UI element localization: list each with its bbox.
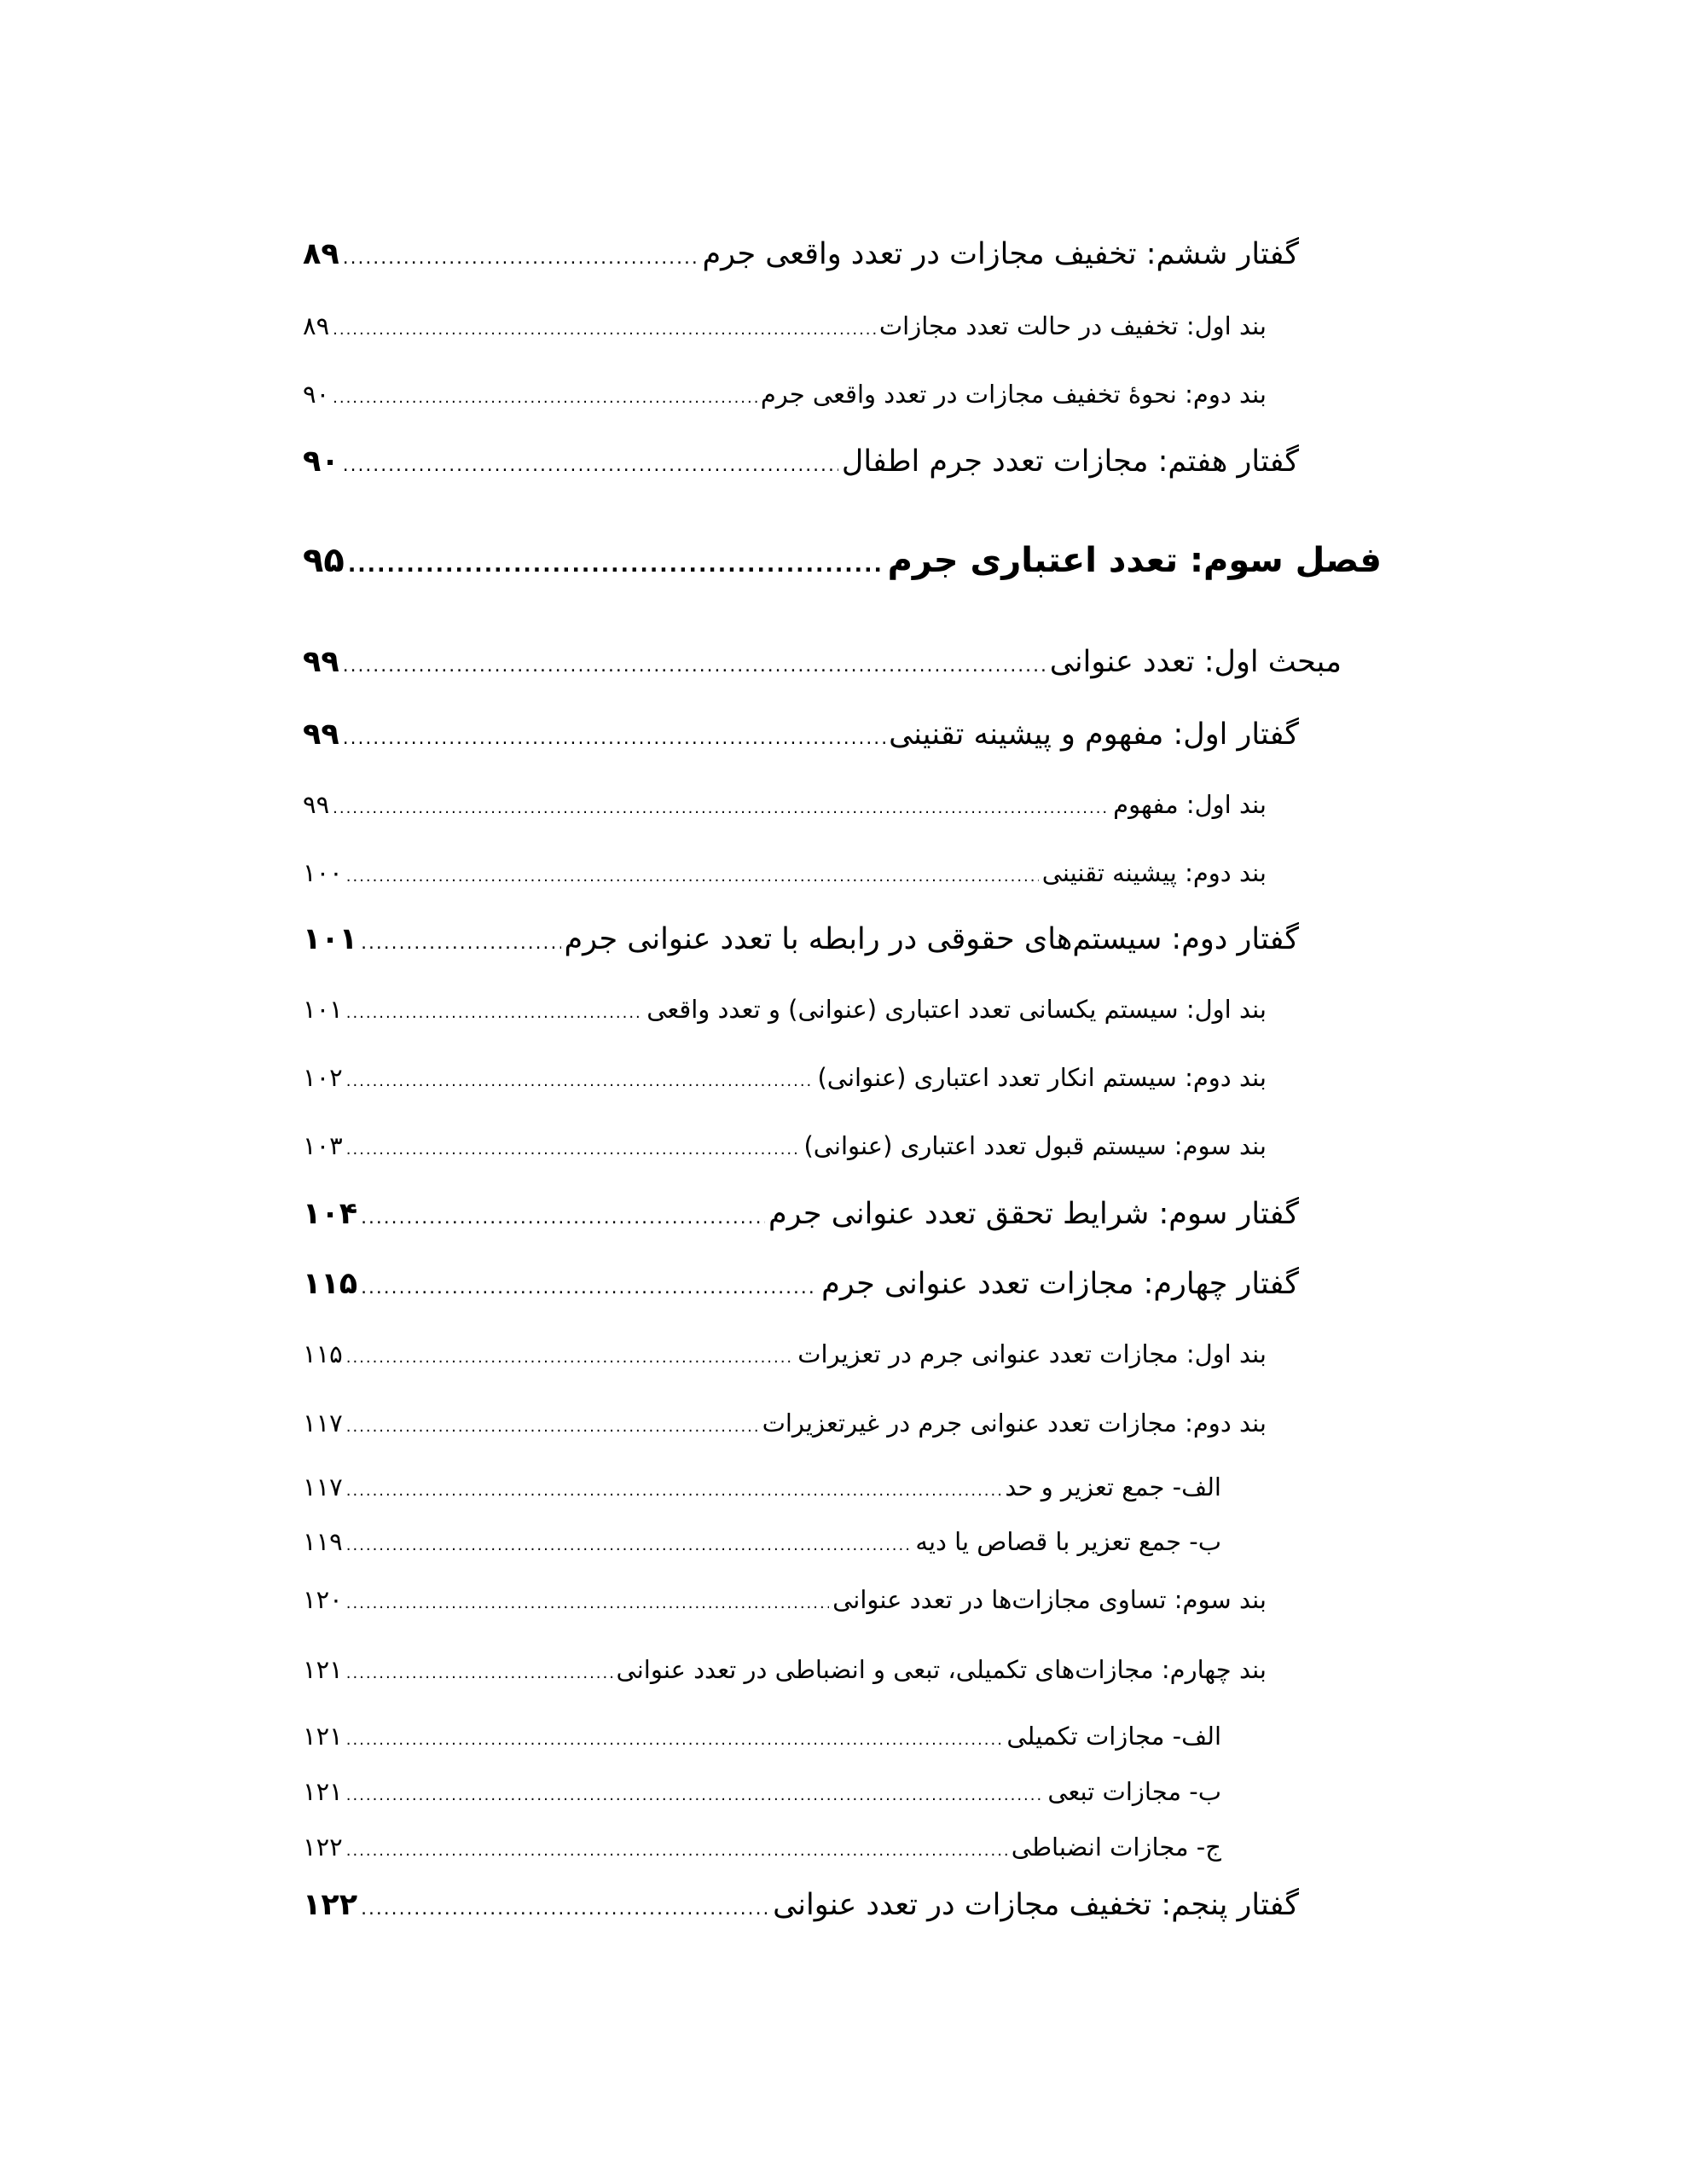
dot-leader bbox=[361, 1277, 818, 1298]
dot-leader bbox=[343, 728, 885, 749]
dot-leader bbox=[343, 455, 838, 476]
dot-leader bbox=[361, 1898, 769, 1920]
entry-title: بند اول: مفهوم bbox=[1113, 790, 1267, 819]
page-number: ۹۵ bbox=[303, 541, 345, 580]
page-number: ۱۲۱ bbox=[303, 1777, 343, 1806]
toc-entry[interactable] bbox=[303, 995, 1267, 1024]
page-number: ۱۲۱ bbox=[303, 1655, 343, 1684]
toc-entry[interactable] bbox=[303, 858, 1267, 887]
page-number: ۱۰۱ bbox=[303, 995, 343, 1024]
toc-entry[interactable] bbox=[303, 1833, 1221, 1862]
page-number: ۹۹ bbox=[303, 717, 339, 752]
page-number: ۱۲۰ bbox=[303, 1585, 343, 1614]
dot-leader bbox=[333, 321, 876, 339]
page-number: ۹۰ bbox=[303, 444, 339, 479]
toc-entry[interactable] bbox=[303, 444, 1299, 479]
dot-leader bbox=[346, 1418, 759, 1436]
dot-leader bbox=[346, 1349, 795, 1367]
toc-entry[interactable] bbox=[303, 1063, 1267, 1092]
entry-title: بند دوم: مجازات تعدد عنوانی جرم در غیرتعزیرات bbox=[762, 1409, 1267, 1438]
entry-title: بند سوم: سیستم قبول تعدد اعتباری (عنوانی) bbox=[803, 1131, 1267, 1160]
page-number: ۱۱۷ bbox=[303, 1409, 343, 1438]
page-number: ۸۹ bbox=[303, 311, 330, 340]
dot-leader bbox=[346, 1141, 801, 1159]
entry-title: فصل سوم: تعدد اعتباری جرم bbox=[887, 541, 1382, 580]
page-number: ۱۱۵ bbox=[303, 1339, 343, 1368]
entry-title: بند دوم: نحوۀ تخفیف مجازات در تعدد واقعی جرم bbox=[760, 380, 1267, 409]
page-number: ۱۲۲ bbox=[303, 1888, 358, 1922]
dot-leader bbox=[348, 552, 884, 577]
toc-entry[interactable] bbox=[303, 922, 1299, 956]
entry-title: الف- مجازات تکمیلی bbox=[1006, 1722, 1221, 1751]
entry-title: گفتار ششم: تخفیف مجازات در تعدد واقعی جرم bbox=[702, 237, 1299, 271]
entry-title: گفتار دوم: سیستم‌های حقوقی در رابطه با تعدد عنوانی جرم bbox=[564, 922, 1299, 956]
page-number: ۸۹ bbox=[303, 237, 339, 271]
dot-leader bbox=[333, 799, 1110, 817]
page-number: ۱۱۹ bbox=[303, 1527, 343, 1556]
toc-entry[interactable] bbox=[303, 1888, 1299, 1922]
dot-leader bbox=[343, 655, 1046, 677]
dot-leader bbox=[346, 1482, 1002, 1500]
page-number: ۱۰۲ bbox=[303, 1063, 343, 1092]
page-number: ۱۱۷ bbox=[303, 1472, 343, 1502]
dot-leader bbox=[361, 932, 560, 954]
dot-leader bbox=[333, 389, 757, 407]
dot-leader bbox=[361, 1207, 765, 1228]
dot-leader bbox=[346, 1594, 829, 1612]
entry-title: ج- مجازات انضباطی bbox=[1011, 1833, 1221, 1862]
page-number: ۹۹ bbox=[303, 645, 339, 679]
toc-entry[interactable] bbox=[303, 1472, 1221, 1502]
dot-leader bbox=[346, 1004, 643, 1022]
toc-entry[interactable] bbox=[303, 1131, 1267, 1160]
entry-title: بند اول: مجازات تعدد عنوانی جرم در تعزیرات bbox=[797, 1339, 1267, 1368]
entry-title: گفتار هفتم: مجازات تعدد جرم اطفال bbox=[841, 444, 1299, 479]
dot-leader bbox=[346, 868, 1039, 886]
entry-title: گفتار سوم: شرایط تحقق تعدد عنوانی جرم bbox=[768, 1197, 1299, 1231]
toc-entry-chapter[interactable] bbox=[303, 541, 1382, 580]
toc-entry[interactable] bbox=[303, 790, 1267, 819]
entry-title: گفتار چهارم: مجازات تعدد عنوانی جرم bbox=[821, 1267, 1299, 1301]
toc-entry[interactable] bbox=[303, 380, 1267, 409]
page-number: ۱۲۱ bbox=[303, 1722, 343, 1751]
toc-entry[interactable] bbox=[303, 1655, 1267, 1684]
toc-entry[interactable] bbox=[303, 1585, 1267, 1614]
dot-leader bbox=[346, 1731, 1004, 1749]
toc-entry[interactable] bbox=[303, 1527, 1221, 1556]
page-number: ۱۰۳ bbox=[303, 1131, 343, 1160]
entry-title: گفتار پنجم: تخفیف مجازات در تعدد عنوانی bbox=[773, 1888, 1299, 1922]
page-number: ۱۰۰ bbox=[303, 858, 343, 887]
dot-leader bbox=[343, 247, 699, 269]
dot-leader bbox=[346, 1842, 1008, 1860]
toc-entry[interactable] bbox=[303, 1777, 1221, 1806]
page-number: ۹۰ bbox=[303, 380, 330, 409]
page-number: ۱۱۵ bbox=[303, 1267, 358, 1301]
entry-title: بند چهارم: مجازات‌های تکمیلی، تبعی و انضباطی در تعدد عنوانی bbox=[616, 1655, 1267, 1684]
entry-title: بند اول: سیستم یکسانی تعدد اعتباری (عنوانی) و تعدد واقعی bbox=[646, 995, 1267, 1024]
toc-entry[interactable] bbox=[303, 717, 1299, 752]
entry-title: بند دوم: پیشینه تقنینی bbox=[1041, 858, 1267, 887]
toc-entry[interactable] bbox=[303, 1267, 1299, 1301]
entry-title: بند اول: تخفیف در حالت تعدد مجازات bbox=[878, 311, 1267, 340]
page-number: ۱۰۴ bbox=[303, 1197, 358, 1231]
entry-title: ب- مجازات تبعی bbox=[1047, 1777, 1221, 1806]
dot-leader bbox=[346, 1664, 613, 1682]
page-number: ۱۰۱ bbox=[303, 922, 358, 956]
toc-entry[interactable] bbox=[303, 1339, 1267, 1368]
page-number: ۹۹ bbox=[303, 790, 330, 819]
dot-leader bbox=[346, 1072, 815, 1090]
page-number: ۱۲۲ bbox=[303, 1833, 343, 1862]
toc-entry[interactable] bbox=[303, 311, 1267, 340]
entry-title: گفتار اول: مفهوم و پیشینه تقنینی bbox=[889, 717, 1299, 752]
toc-entry[interactable] bbox=[303, 237, 1299, 271]
toc-entry[interactable] bbox=[303, 1722, 1221, 1751]
entry-title: بند سوم: تساوی مجازات‌ها در تعدد عنوانی bbox=[832, 1585, 1267, 1614]
toc-entry[interactable] bbox=[303, 1409, 1267, 1438]
dot-leader bbox=[346, 1786, 1045, 1804]
entry-title: الف- جمع تعزیر و حد bbox=[1005, 1472, 1221, 1502]
entry-title: بند دوم: سیستم انکار تعدد اعتباری (عنوانی) bbox=[817, 1063, 1267, 1092]
entry-title: مبحث اول: تعدد عنوانی bbox=[1049, 645, 1342, 679]
toc-entry[interactable] bbox=[303, 1197, 1299, 1231]
toc-entry[interactable] bbox=[303, 645, 1342, 679]
entry-title: ب- جمع تعزیر با قصاص یا دیه bbox=[915, 1527, 1221, 1556]
dot-leader bbox=[346, 1536, 913, 1554]
